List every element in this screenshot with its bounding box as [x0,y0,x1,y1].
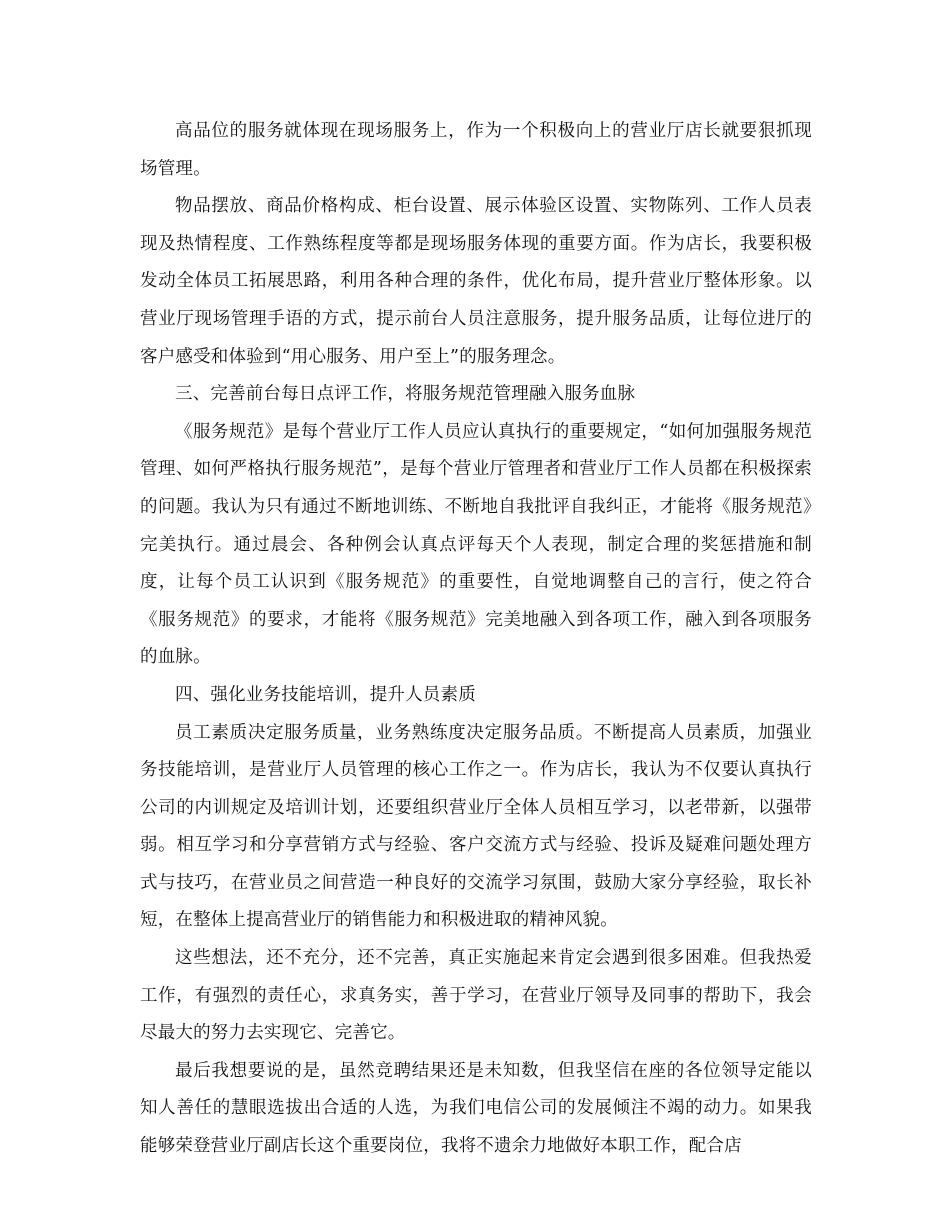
document-body [140,113,812,1166]
paragraph-closing: 最后我想要说的是，虽然竞聘结果还是未知数，但我坚信在座的各位领导定能以知人善任的慧眼选拔出合适的人选，为我们电信公司的发展倾注不竭的动力。如果我能够荣登营业厅副店长这个重要岗位，我将不遗余力地做好本职工作，配合店 [140,1060,812,1157]
paragraph-skills-training: 员工素质决定服务质量，业务熟练度决定服务品质。不断提高人员素质，加强业务技能培训，是营业厅人员管理的核心工作之一。作为店长，我认为不仅要认真执行公司的内训规定及培训计划，还要组织营业厅全体人员相互学习，以老带新，以强带弱。相互学习和分享营销方式与经验、客户交流方式与经验、投诉及疑难问题处理方式与技巧，在营业员之间营造一种良好的交流学习氛围，鼓励大家分享经验，取长补短，在整体上提高营业厅的销售能力和积极进取的精神风貌。 [140,722,812,931]
paragraph-on-site-management: 物品摆放、商品价格构成、柜台设置、展示体验区设置、实物陈列、工作人员表现及热情程度、工作熟练程度等都是现场服务体现的重要方面。作为店长，我要积极发动全体员工拓展思路，利用各种合理的条件，优化布局，提升营业厅整体形象。以营业厅现场管理手语的方式，提示前台人员注意服务，提升服务品质，让每位进厅的客户感受和体验到“用心服务、用户至上”的服务理念。 [140,196,812,367]
paragraph-on-site-service: 高品位的服务就体现在现场服务上，作为一个积极向上的营业厅店长就要狠抓现场管理。 [140,121,812,179]
section-heading-four: 四、强化业务技能培训，提升人员素质 [175,684,476,705]
paragraph-service-standards: 《服务规范》是每个营业厅工作人员应认真执行的重要规定，“如何加强服务规范管理、如何严格执行服务规范”，是每个营业厅管理者和营业厅工作人员都在积极探索的问题。我认为只有通过不断地训练、不断地自我批评自我纠正，才能将《服务规范》完美执行。通过晨会、各种例会认真点评每天个人表现，制定合理的奖惩措施和制度，让每个员工认识到《服务规范》的重要性，自觉地调整自己的言行，使之符合《服务规范》的要求，才能将《服务规范》完美地融入到各项工作，融入到各项服务的血脉。 [140,421,812,668]
paragraph-ideas-summary: 这些想法，还不充分，还不完善，真正实施起来肯定会遇到很多困难。但我热爱工作，有强烈的责任心，求真务实，善于学习，在营业厅领导及同事的帮助下，我会尽最大的努力去实现它、完善它。 [140,948,812,1044]
section-heading-three: 三、完善前台每日点评工作，将服务规范管理融入服务血脉 [175,384,636,405]
